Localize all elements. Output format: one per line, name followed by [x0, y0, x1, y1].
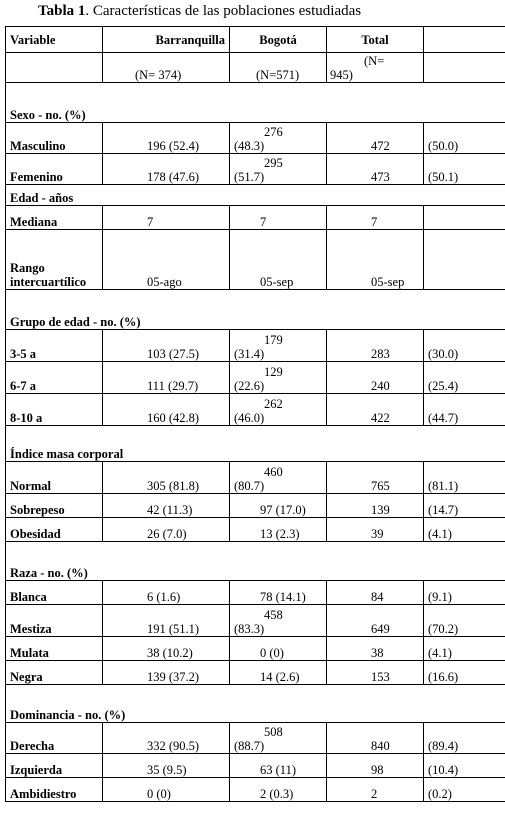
- section-imc: [6, 426, 505, 462]
- table-title: [38, 0, 361, 22]
- section-sexo: [6, 83, 505, 123]
- table-row: Ambidiestro 0 (0) 2 (0.3) 2 (0.2): [6, 778, 505, 802]
- table-row: 6-7 a 111 (29.7) 129 (22.6) 240 (25.4): [6, 362, 505, 394]
- table-title-prefix: Tabla 1: [38, 3, 86, 19]
- table-row: Mestiza 191 (51.1) 458 (83.3) 649 (70.2): [6, 605, 505, 637]
- table-row: Rango intercuartílico 05-ago 05-sep 05-sep: [6, 230, 505, 290]
- section-title: Grupo de edad - no. (%): [6, 290, 505, 330]
- table-header-row: [6, 27, 505, 53]
- section-title: Dominancia - no. (%): [6, 685, 505, 723]
- table-row: Derecha 332 (90.5) 508 (88.7) 840 (89.4): [6, 723, 505, 754]
- section-title: Edad - años: [6, 185, 505, 206]
- header-total: Total: [327, 27, 424, 53]
- section-dominancia: [6, 685, 505, 723]
- table-row: Negra 139 (37.2) 14 (2.6) 153 (16.6): [6, 661, 505, 685]
- section-title: Raza - no. (%): [6, 542, 505, 581]
- sample-size-row: [6, 53, 505, 83]
- table-row: Sobrepeso 42 (11.3) 97 (17.0) 139 (14.7): [6, 494, 505, 518]
- section-title: Índice masa corporal: [6, 426, 505, 462]
- n-barranquilla: (N= 374): [103, 53, 230, 83]
- section-grupo-edad: [6, 290, 505, 330]
- table-row: Masculino 196 (52.4) 276 (48.3) 472 (50.0): [6, 123, 505, 154]
- header-barranquilla: Barranquilla: [103, 27, 230, 53]
- n-total: (N= 945): [327, 53, 424, 83]
- table-row: Izquierda 35 (9.5) 63 (11) 98 (10.4): [6, 754, 505, 778]
- table-row: Femenino 178 (47.6) 295 (51.7) 473 (50.1): [6, 154, 505, 185]
- characteristics-table: [5, 26, 505, 802]
- table-row: 3-5 a 103 (27.5) 179 (31.4) 283 (30.0): [6, 330, 505, 362]
- section-edad: [6, 185, 505, 206]
- table-row: Normal 305 (81.8) 460 (80.7) 765 (81.1): [6, 462, 505, 494]
- table-row: Obesidad 26 (7.0) 13 (2.3) 39 (4.1): [6, 518, 505, 542]
- header-bogota: Bogotá: [230, 27, 327, 53]
- section-raza: [6, 542, 505, 581]
- header-variable: Variable: [6, 27, 103, 53]
- table-row: Mulata 38 (10.2) 0 (0) 38 (4.1): [6, 637, 505, 661]
- table-title-text: . Características de las poblaciones estudiadas: [85, 3, 362, 19]
- section-title: Sexo - no. (%): [6, 83, 505, 123]
- table-row: Mediana 7 7 7: [6, 206, 505, 230]
- table-row: 8-10 a 160 (42.8) 262 (46.0) 422 (44.7): [6, 394, 505, 426]
- n-bogota: (N=571): [230, 53, 327, 83]
- table-row: Blanca 6 (1.6) 78 (14.1) 84 (9.1): [6, 581, 505, 605]
